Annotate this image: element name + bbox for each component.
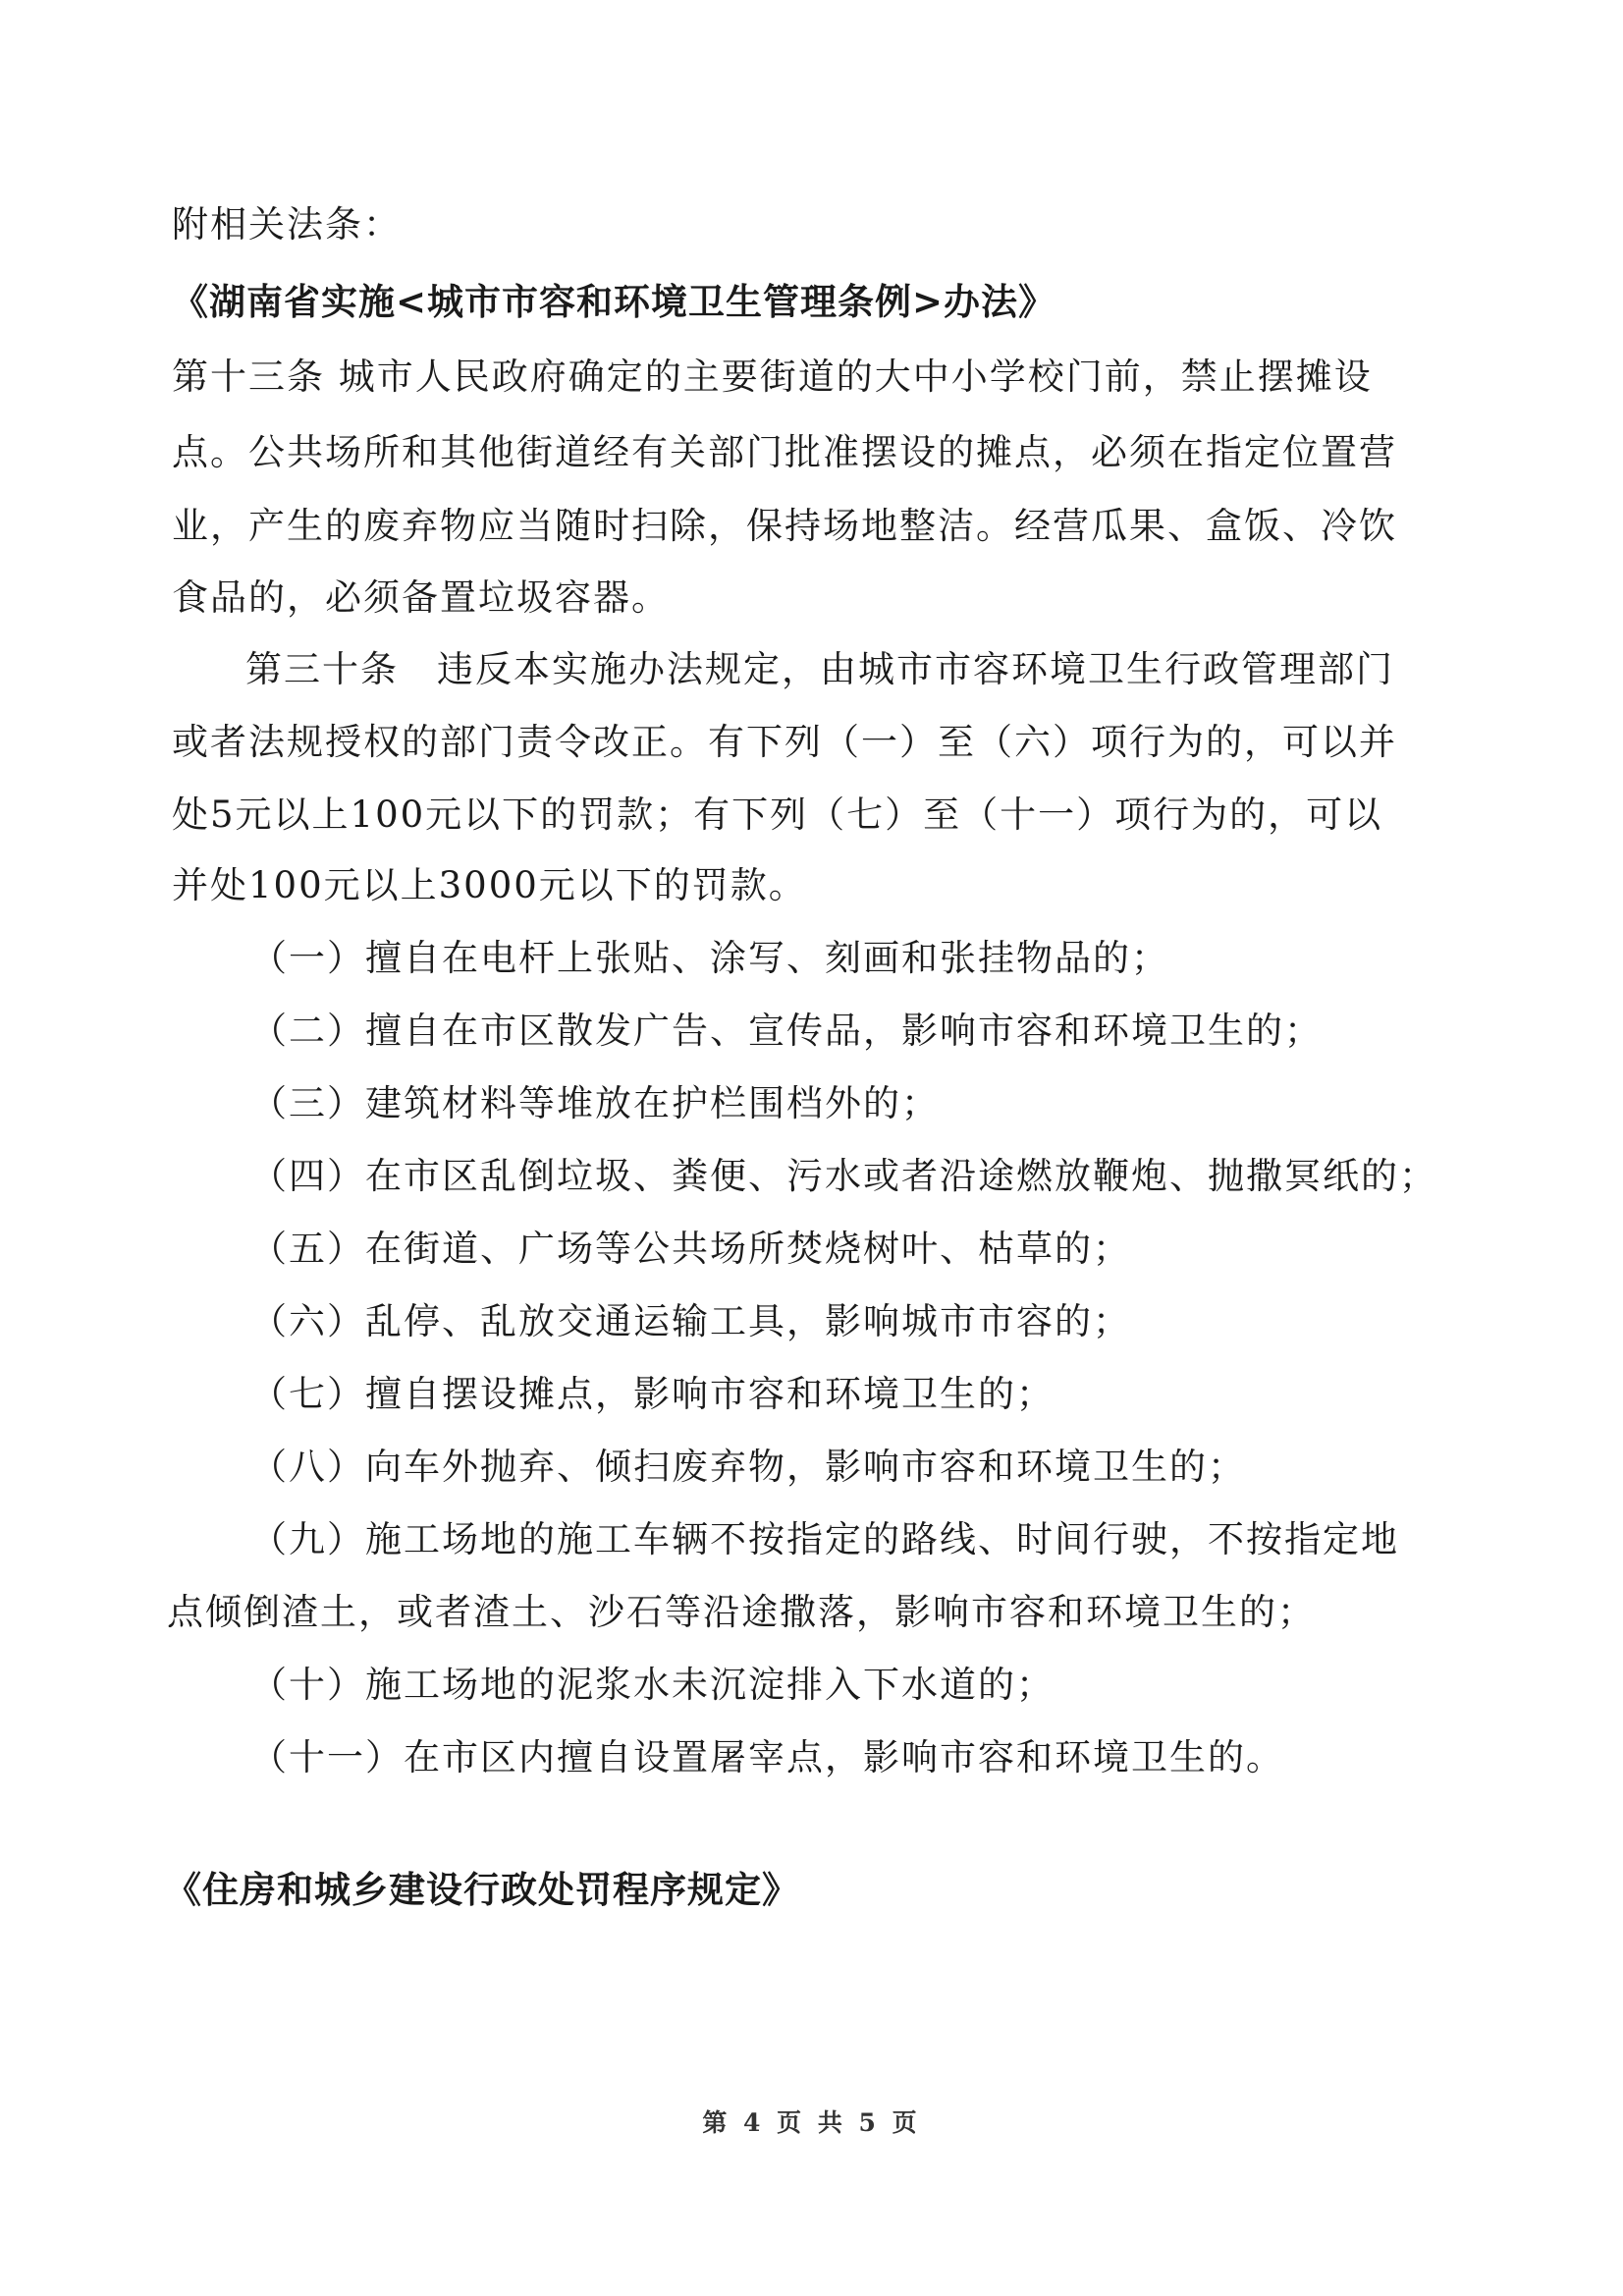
intro-text: 附相关法条： xyxy=(172,203,402,246)
item-7: （七）擅自摆设摊点，影响市容和环境卫生的； xyxy=(250,1373,1055,1415)
item-10: （十）施工场地的泥浆水未沉淀排入下水道的； xyxy=(250,1664,1055,1706)
article-30-line-4: 并处100元以上3000元以下的罚款。 xyxy=(172,864,807,906)
item-3: （三）建筑材料等堆放在护栏围档外的； xyxy=(250,1082,940,1124)
item-1: （一）擅自在电杆上张贴、涂写、刻画和张挂物品的； xyxy=(250,937,1169,979)
item-4: （四）在市区乱倒垃圾、粪便、污水或者沿途燃放鞭炮、抛撒冥纸的； xyxy=(250,1155,1437,1197)
law-title-housing: 《住房和城乡建设行政处罚程序规定》 xyxy=(165,1868,799,1911)
item-5: （五）在街道、广场等公共场所焚烧树叶、枯草的； xyxy=(250,1228,1131,1270)
item-9-line-2: 点倾倒渣土，或者渣土、沙石等沿途撒落，影响市容和环境卫生的； xyxy=(167,1591,1316,1633)
item-9-line-1: （九）施工场地的施工车辆不按指定的路线、时间行驶，不按指定地 xyxy=(250,1518,1399,1560)
article-13-line-1: 第十三条 城市人民政府确定的主要街道的大中小学校门前，禁止摆摊设 xyxy=(172,355,1373,398)
article-30-line-2: 或者法规授权的部门责令改正。有下列（一）至（六）项行为的，可以并 xyxy=(172,721,1397,763)
item-11: （十一）在市区内擅自设置屠宰点，影响市容和环境卫生的。 xyxy=(250,1736,1284,1778)
item-6: （六）乱停、乱放交通运输工具，影响城市市容的； xyxy=(250,1300,1131,1342)
article-13-line-4: 食品的，必须备置垃圾容器。 xyxy=(172,576,670,619)
article-13-line-2: 点。公共场所和其他街道经有关部门批准摆设的摊点，必须在指定位置营 xyxy=(172,431,1397,473)
article-30-line-3: 处5元以上100元以下的罚款；有下列（七）至（十一）项行为的，可以 xyxy=(172,793,1383,836)
item-8: （八）向车外抛弃、倾扫废弃物，影响市容和环境卫生的； xyxy=(250,1446,1246,1488)
article-13-line-3: 业，产生的废弃物应当随时扫除，保持场地整洁。经营瓜果、盒饭、冷饮 xyxy=(172,505,1397,547)
item-2: （二）擅自在市区散发广告、宣传品，影响市容和环境卫生的； xyxy=(250,1010,1323,1052)
article-30-line-1: 第三十条 违反本实施办法规定，由城市市容环境卫生行政管理部门 xyxy=(245,648,1394,690)
page-number: 第 4 页 共 5 页 xyxy=(702,2108,921,2137)
law-title-hunan: 《湖南省实施<城市市容和环境卫生管理条例>办法》 xyxy=(172,280,1056,323)
